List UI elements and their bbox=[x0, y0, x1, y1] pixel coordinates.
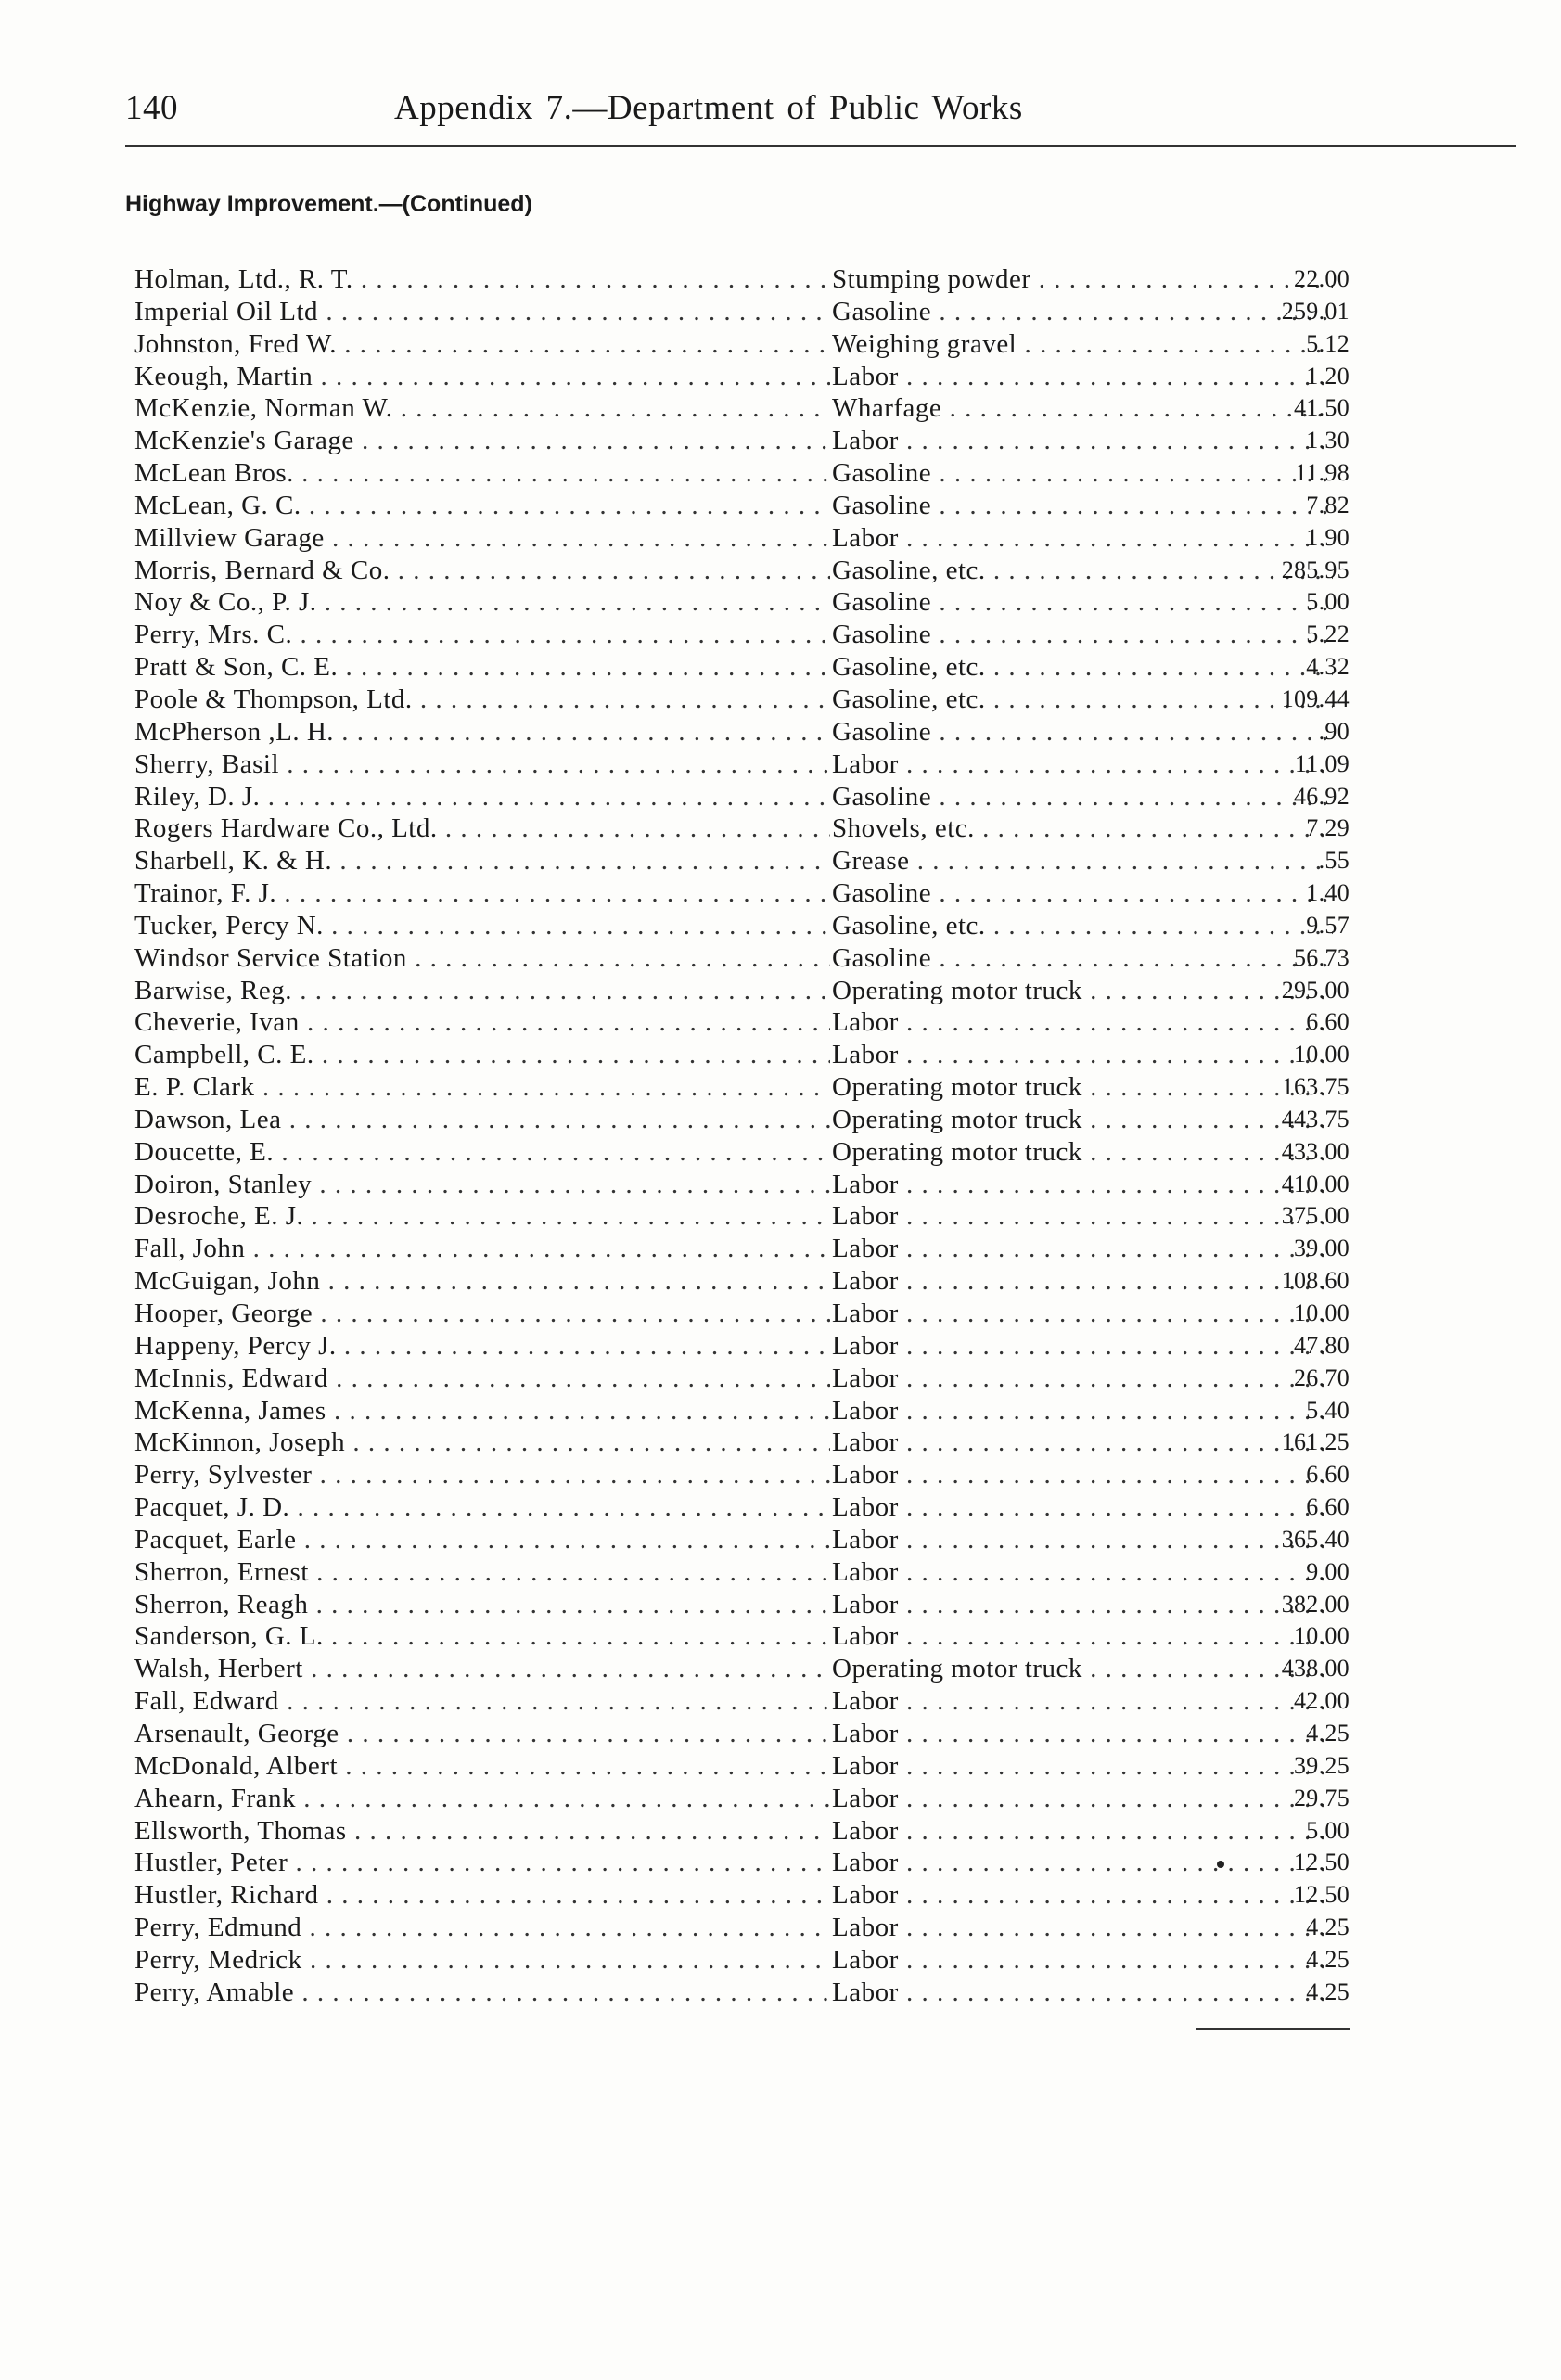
amount: 41.50 bbox=[1294, 394, 1350, 422]
expense-item: Labor . . . bbox=[832, 749, 1333, 781]
page-number: 140 bbox=[125, 89, 178, 127]
expense-item: Shovels, etc. . . . bbox=[832, 813, 1333, 845]
payee-name: Pacquet, Earle . . . bbox=[134, 1524, 830, 1556]
payee-name: Millview Garage . . . bbox=[134, 522, 830, 555]
page-title: Appendix 7.—Department of Public Works bbox=[394, 89, 1023, 127]
expense-item: Labor . . . bbox=[832, 1783, 1333, 1815]
amount: 365.40 bbox=[1281, 1525, 1350, 1553]
list-item bbox=[134, 1006, 1350, 1039]
list-item bbox=[134, 716, 1350, 749]
list-item bbox=[134, 1524, 1350, 1556]
list-item bbox=[134, 1459, 1350, 1491]
payee-name: McLean Bros. . . . bbox=[134, 457, 830, 490]
list-item bbox=[134, 845, 1350, 877]
list-item bbox=[134, 684, 1350, 716]
amount: 438.00 bbox=[1281, 1655, 1350, 1683]
amount: 382.00 bbox=[1281, 1590, 1350, 1618]
expense-item: Labor . . . bbox=[832, 522, 1333, 555]
list-item bbox=[134, 1491, 1350, 1524]
amount: 285.95 bbox=[1281, 556, 1350, 583]
list-item bbox=[134, 1620, 1350, 1653]
amount: 7.82 bbox=[1306, 491, 1350, 518]
list-item bbox=[134, 490, 1350, 522]
amount: 12.50 bbox=[1294, 1849, 1350, 1876]
list-item bbox=[134, 1427, 1350, 1459]
payee-name: Imperial Oil Ltd . . . bbox=[134, 296, 830, 328]
payee-name: Sanderson, G. L. . . . bbox=[134, 1620, 830, 1653]
payee-name: Hooper, George . . . bbox=[134, 1298, 830, 1330]
expense-item: Gasoline . . . bbox=[832, 296, 1333, 328]
payee-name: Tucker, Percy N. . . . bbox=[134, 910, 830, 942]
expense-item: Operating motor truck . . . bbox=[832, 1104, 1333, 1136]
list-item bbox=[134, 942, 1350, 975]
expense-item: Labor . . . bbox=[832, 1395, 1333, 1427]
amount: 29.75 bbox=[1294, 1784, 1350, 1811]
expense-item: Labor . . . bbox=[832, 1685, 1333, 1718]
payee-name: Campbell, C. E. . . . bbox=[134, 1039, 830, 1071]
expense-item: Wharfage . . . bbox=[832, 392, 1333, 425]
list-item bbox=[134, 1233, 1350, 1265]
amount: 4.25 bbox=[1306, 1945, 1350, 1973]
amount: 4.25 bbox=[1306, 1913, 1350, 1941]
list-item bbox=[134, 392, 1350, 425]
amount: 163.75 bbox=[1281, 1073, 1350, 1101]
expense-item: Stumping powder . . . bbox=[832, 263, 1333, 296]
list-item bbox=[134, 1556, 1350, 1589]
expense-item: Labor . . . bbox=[832, 1750, 1333, 1783]
list-item bbox=[134, 1298, 1350, 1330]
amount: 39.00 bbox=[1294, 1235, 1350, 1262]
list-item bbox=[134, 1977, 1350, 2009]
amount: 5.40 bbox=[1306, 1396, 1350, 1424]
payee-name: Hustler, Richard . . . bbox=[134, 1879, 830, 1912]
expense-item: Labor . . . bbox=[832, 1977, 1333, 2009]
expense-item: Labor . . . bbox=[832, 1265, 1333, 1298]
payee-name: Barwise, Reg. . . . bbox=[134, 975, 830, 1007]
expense-item: Grease . . . bbox=[832, 845, 1333, 877]
payee-name: Noy & Co., P. J. . . . bbox=[134, 586, 830, 619]
expense-item: Labor . . . bbox=[832, 1847, 1333, 1879]
amount: 9.00 bbox=[1306, 1557, 1350, 1585]
list-item bbox=[134, 1653, 1350, 1685]
payee-name: Fall, Edward . . . bbox=[134, 1685, 830, 1718]
amount: 433.00 bbox=[1281, 1137, 1350, 1165]
payee-name: Trainor, F. J. . . . bbox=[134, 877, 830, 910]
expense-item: Gasoline, etc. . . . bbox=[832, 555, 1333, 587]
list-item bbox=[134, 555, 1350, 587]
list-item bbox=[134, 586, 1350, 619]
payee-name: Pratt & Son, C. E. . . . bbox=[134, 651, 830, 684]
amount: 1.40 bbox=[1306, 879, 1350, 907]
expense-item: Operating motor truck . . . bbox=[832, 1071, 1333, 1104]
payee-name: McKinnon, Joseph . . . bbox=[134, 1427, 830, 1459]
list-item bbox=[134, 1589, 1350, 1621]
list-item bbox=[134, 1879, 1350, 1912]
payee-name: Perry, Medrick . . . bbox=[134, 1944, 830, 1977]
payee-name: Holman, Ltd., R. T. . . . bbox=[134, 263, 830, 296]
payee-name: McInnis, Edward . . . bbox=[134, 1363, 830, 1395]
header-rule bbox=[125, 145, 1516, 147]
amount: 4.25 bbox=[1306, 1977, 1350, 2005]
expense-item: Weighing gravel . . . bbox=[832, 328, 1333, 361]
expense-item: Labor . . . bbox=[832, 1363, 1333, 1395]
list-item bbox=[134, 975, 1350, 1007]
payee-name: Perry, Mrs. C. . . . bbox=[134, 619, 830, 651]
payee-name: Sherron, Reagh . . . bbox=[134, 1589, 830, 1621]
amount: 6.60 bbox=[1306, 1008, 1350, 1036]
payee-name: Walsh, Herbert . . . bbox=[134, 1653, 830, 1685]
expense-item: Gasoline . . . bbox=[832, 877, 1333, 910]
bullet-mark bbox=[1217, 1861, 1224, 1868]
expense-item: Gasoline . . . bbox=[832, 457, 1333, 490]
amount: 10.00 bbox=[1294, 1622, 1350, 1650]
total-rule bbox=[1196, 2028, 1350, 2030]
list-item bbox=[134, 263, 1350, 296]
amount: 22.00 bbox=[1294, 265, 1350, 292]
payee-name: Arsenault, George . . . bbox=[134, 1718, 830, 1750]
amount: 4.25 bbox=[1306, 1719, 1350, 1747]
list-item bbox=[134, 1136, 1350, 1169]
expense-item: Gasoline . . . bbox=[832, 490, 1333, 522]
list-item bbox=[134, 910, 1350, 942]
expense-item: Gasoline, etc. . . . bbox=[832, 684, 1333, 716]
amount: 375.00 bbox=[1281, 1202, 1350, 1230]
expense-item: Labor . . . bbox=[832, 1815, 1333, 1848]
amount: 6.60 bbox=[1306, 1493, 1350, 1521]
amount: 10.00 bbox=[1294, 1041, 1350, 1068]
amount: 161.25 bbox=[1281, 1428, 1350, 1456]
expense-item: Labor . . . bbox=[832, 1427, 1333, 1459]
amount: 12.50 bbox=[1294, 1881, 1350, 1909]
payee-name: Cheverie, Ivan . . . bbox=[134, 1006, 830, 1039]
amount: 1.90 bbox=[1306, 523, 1350, 551]
expense-item: Gasoline, etc. . . . bbox=[832, 651, 1333, 684]
list-item bbox=[134, 1265, 1350, 1298]
expense-item: Labor . . . bbox=[832, 1006, 1333, 1039]
payee-name: Fall, John . . . bbox=[134, 1233, 830, 1265]
payee-name: Ahearn, Frank . . . bbox=[134, 1783, 830, 1815]
amount: 6.60 bbox=[1306, 1461, 1350, 1489]
expense-item: Labor . . . bbox=[832, 1912, 1333, 1944]
amount: 46.92 bbox=[1294, 782, 1350, 810]
payee-name: Riley, D. J. . . . bbox=[134, 781, 830, 813]
list-item bbox=[134, 619, 1350, 651]
expense-item: Labor . . . bbox=[832, 1298, 1333, 1330]
amount: 56.73 bbox=[1294, 943, 1350, 971]
expense-item: Labor . . . bbox=[832, 1233, 1333, 1265]
payee-name: Desroche, E. J. . . . bbox=[134, 1200, 830, 1233]
payee-name: Sharbell, K. & H. . . . bbox=[134, 845, 830, 877]
expense-item: Gasoline . . . bbox=[832, 586, 1333, 619]
amount: .55 bbox=[1318, 847, 1350, 875]
amount: 5.22 bbox=[1306, 621, 1350, 648]
list-item bbox=[134, 1395, 1350, 1427]
payee-name: McKenna, James . . . bbox=[134, 1395, 830, 1427]
payee-name: Sherry, Basil . . . bbox=[134, 749, 830, 781]
expense-item: Gasoline . . . bbox=[832, 781, 1333, 813]
payee-name: Pacquet, J. D. . . . bbox=[134, 1491, 830, 1524]
payee-name: Morris, Bernard & Co. . . . bbox=[134, 555, 830, 587]
payee-name: Sherron, Ernest . . . bbox=[134, 1556, 830, 1589]
payee-name: Johnston, Fred W. . . . bbox=[134, 328, 830, 361]
amount: 108.60 bbox=[1281, 1267, 1350, 1295]
amount: 42.00 bbox=[1294, 1687, 1350, 1715]
list-item bbox=[134, 1912, 1350, 1944]
expense-item: Labor . . . bbox=[832, 1330, 1333, 1363]
list-item bbox=[134, 1718, 1350, 1750]
expense-item: Labor . . . bbox=[832, 425, 1333, 457]
list-item bbox=[134, 296, 1350, 328]
amount: 9.57 bbox=[1306, 911, 1350, 939]
expense-item: Labor . . . bbox=[832, 1620, 1333, 1653]
section-title: Highway Improvement.—(Continued) bbox=[125, 191, 532, 217]
list-item bbox=[134, 781, 1350, 813]
list-item bbox=[134, 877, 1350, 910]
list-item bbox=[134, 1169, 1350, 1201]
amount: 443.75 bbox=[1281, 1105, 1350, 1132]
payee-name: Poole & Thompson, Ltd. . . . bbox=[134, 684, 830, 716]
payee-name: McKenzie's Garage . . . bbox=[134, 425, 830, 457]
list-item bbox=[134, 522, 1350, 555]
expense-item: Labor . . . bbox=[832, 1524, 1333, 1556]
list-item bbox=[134, 749, 1350, 781]
payee-name: Perry, Edmund . . . bbox=[134, 1912, 830, 1944]
expense-item: Labor . . . bbox=[832, 1556, 1333, 1589]
payee-name: Doucette, E. . . . bbox=[134, 1136, 830, 1169]
payee-name: E. P. Clark . . . bbox=[134, 1071, 830, 1104]
payee-name: McLean, G. C. . . . bbox=[134, 490, 830, 522]
list-item bbox=[134, 425, 1350, 457]
payee-name: Keough, Martin . . . bbox=[134, 361, 830, 393]
amount: 5.00 bbox=[1306, 1816, 1350, 1844]
expense-item: Labor . . . bbox=[832, 1491, 1333, 1524]
expense-item: Labor . . . bbox=[832, 1589, 1333, 1621]
list-item bbox=[134, 1815, 1350, 1848]
expenditure-list bbox=[134, 263, 1350, 2009]
list-item bbox=[134, 1071, 1350, 1104]
amount: 10.00 bbox=[1294, 1299, 1350, 1326]
amount: 7.29 bbox=[1306, 814, 1350, 842]
amount: 5.12 bbox=[1306, 329, 1350, 357]
amount: 26.70 bbox=[1294, 1363, 1350, 1391]
expense-item: Labor . . . bbox=[832, 1169, 1333, 1201]
payee-name: Perry, Amable . . . bbox=[134, 1977, 830, 2009]
amount: 4.32 bbox=[1306, 653, 1350, 681]
payee-name: Rogers Hardware Co., Ltd. . . . bbox=[134, 813, 830, 845]
payee-name: McKenzie, Norman W. . . . bbox=[134, 392, 830, 425]
expense-item: Operating motor truck . . . bbox=[832, 975, 1333, 1007]
list-item bbox=[134, 1847, 1350, 1879]
expense-item: Operating motor truck . . . bbox=[832, 1136, 1333, 1169]
list-item bbox=[134, 1104, 1350, 1136]
list-item bbox=[134, 1750, 1350, 1783]
amount: 1.20 bbox=[1306, 362, 1350, 390]
amount: 259.01 bbox=[1281, 297, 1350, 325]
expense-item: Labor . . . bbox=[832, 1718, 1333, 1750]
payee-name: Doiron, Stanley . . . bbox=[134, 1169, 830, 1201]
amount: 295.00 bbox=[1281, 976, 1350, 1004]
amount: 47.80 bbox=[1294, 1331, 1350, 1359]
list-item bbox=[134, 457, 1350, 490]
expense-item: Labor . . . bbox=[832, 1039, 1333, 1071]
list-item bbox=[134, 361, 1350, 393]
list-item bbox=[134, 1330, 1350, 1363]
amount: 11.98 bbox=[1294, 459, 1350, 487]
payee-name: Hustler, Peter . . . bbox=[134, 1847, 830, 1879]
payee-name: McDonald, Albert . . . bbox=[134, 1750, 830, 1783]
list-item bbox=[134, 813, 1350, 845]
payee-name: McGuigan, John . . . bbox=[134, 1265, 830, 1298]
expense-item: Gasoline . . . bbox=[832, 619, 1333, 651]
expense-item: Gasoline . . . bbox=[832, 942, 1333, 975]
list-item bbox=[134, 1039, 1350, 1071]
list-item bbox=[134, 1685, 1350, 1718]
expense-item: Labor . . . bbox=[832, 361, 1333, 393]
amount: 5.00 bbox=[1306, 588, 1350, 616]
expense-item: Gasoline . . . bbox=[832, 716, 1333, 749]
expense-item: Labor . . . bbox=[832, 1879, 1333, 1912]
payee-name: Perry, Sylvester . . . bbox=[134, 1459, 830, 1491]
payee-name: Dawson, Lea . . . bbox=[134, 1104, 830, 1136]
amount: 410.00 bbox=[1281, 1170, 1350, 1197]
amount: 39.25 bbox=[1294, 1751, 1350, 1779]
amount: 11.09 bbox=[1294, 749, 1350, 777]
list-item bbox=[134, 1944, 1350, 1977]
amount: .90 bbox=[1318, 717, 1350, 745]
expense-item: Operating motor truck . . . bbox=[832, 1653, 1333, 1685]
payee-name: McPherson ,L. H. . . . bbox=[134, 716, 830, 749]
expense-item: Labor . . . bbox=[832, 1459, 1333, 1491]
page-header bbox=[125, 88, 1238, 133]
payee-name: Windsor Service Station . . . bbox=[134, 942, 830, 975]
list-item bbox=[134, 1363, 1350, 1395]
list-item bbox=[134, 328, 1350, 361]
amount: 109.44 bbox=[1281, 685, 1350, 712]
list-item bbox=[134, 1200, 1350, 1233]
list-item bbox=[134, 651, 1350, 684]
list-item bbox=[134, 1783, 1350, 1815]
expense-item: Gasoline, etc. . . . bbox=[832, 910, 1333, 942]
payee-name: Happeny, Percy J. . . . bbox=[134, 1330, 830, 1363]
expense-item: Labor . . . bbox=[832, 1200, 1333, 1233]
payee-name: Ellsworth, Thomas . . . bbox=[134, 1815, 830, 1848]
expense-item: Labor . . . bbox=[832, 1944, 1333, 1977]
amount: 1.30 bbox=[1306, 427, 1350, 454]
